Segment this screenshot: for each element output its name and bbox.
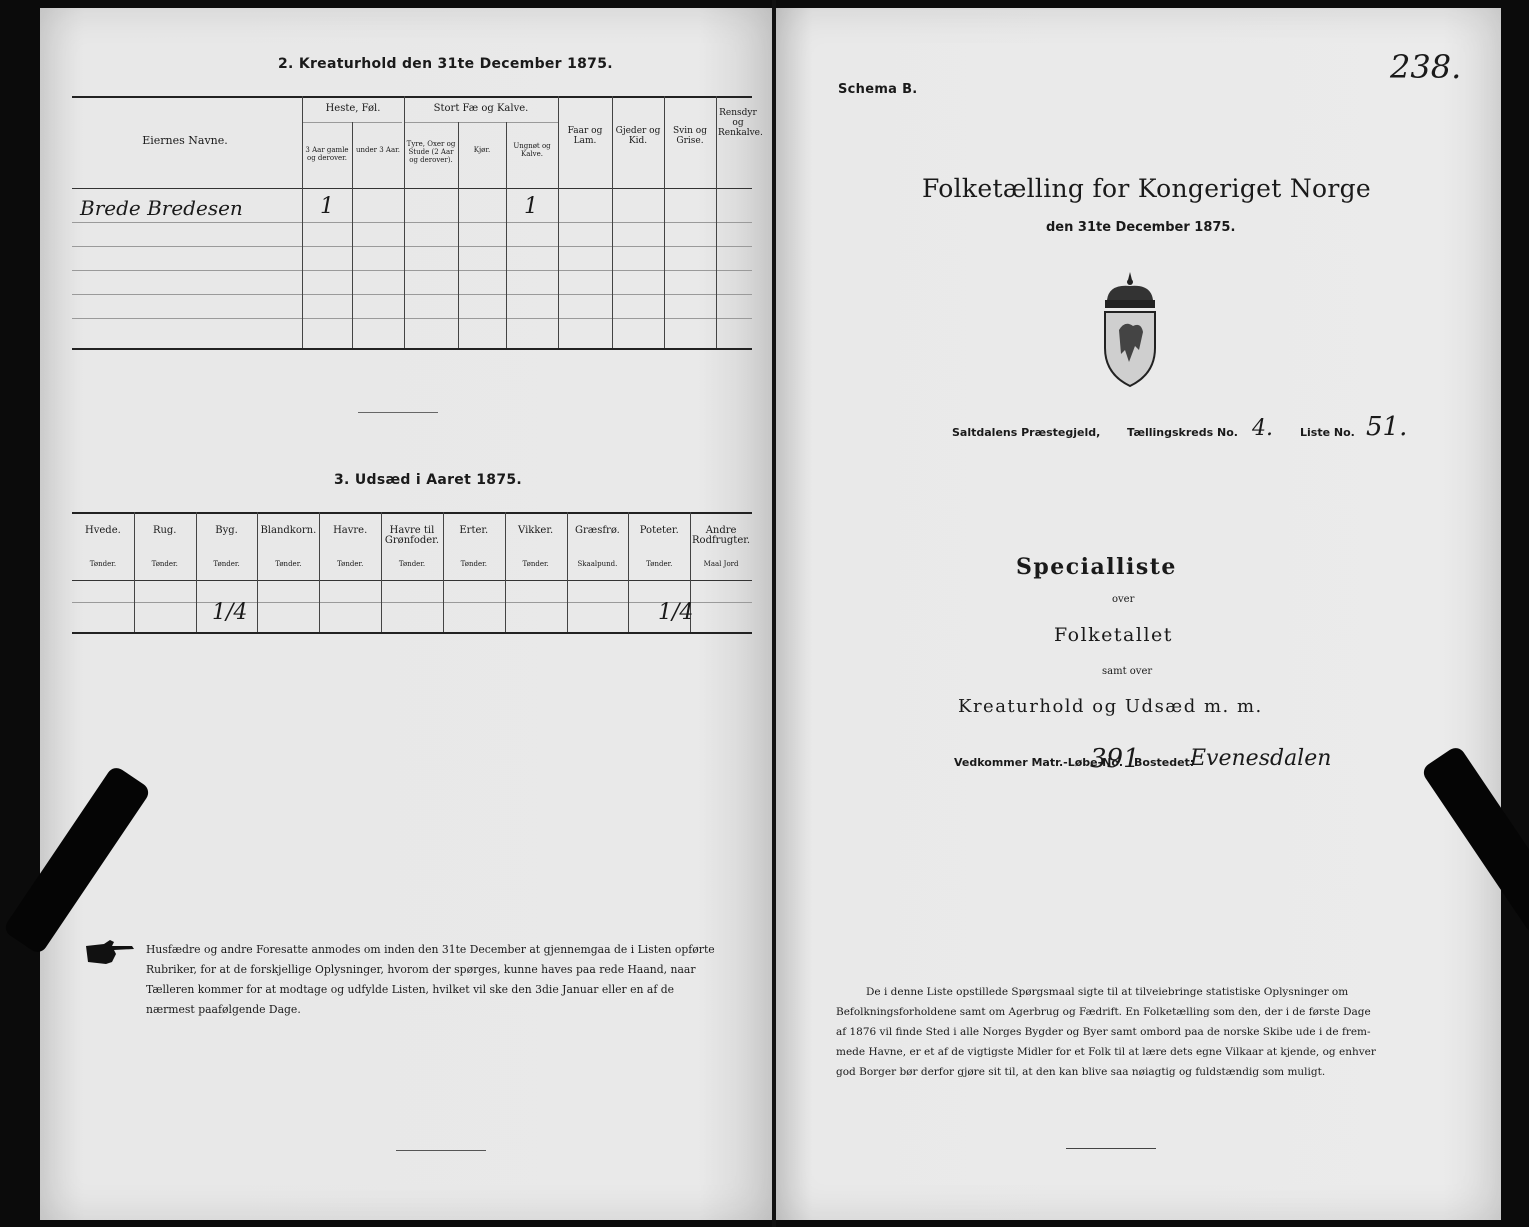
horses-old-header: 3 Aar gamle og derover.	[305, 146, 349, 162]
sowing-column-header: Vikker.	[518, 525, 554, 536]
byg-value: 1/4	[212, 600, 248, 625]
notice-line: Tælleren kommer for at modtage og udfylde Listen, hvilket vil ske den 3die Januar eller en af de	[146, 983, 675, 996]
divider	[358, 412, 438, 413]
table-col	[612, 96, 613, 348]
table-col	[302, 96, 303, 348]
table-rule	[72, 318, 752, 319]
sowing-column-header: Erter.	[459, 525, 489, 536]
main-title: Folketælling for Kongeriget Norge	[922, 174, 1372, 203]
reindeer-header: Rensdyr og Renkalve.	[718, 108, 763, 138]
folketallet-text: Folketallet	[1054, 624, 1173, 646]
sowing-column-header: Andre Rodfrugter.	[692, 525, 751, 546]
table-rule	[72, 580, 752, 581]
sowing-column-header: Rug.	[152, 525, 177, 536]
footer-line: af 1876 vil finde Sted i alle Norges Bygder og Byer samt ombord paa de norske Skibe ude i de frem-	[836, 1026, 1371, 1038]
notice-line: Rubriker, for at de forskjellige Oplysninger, hvorom der spørges, kunne haves paa rede Haand, naar	[146, 963, 696, 976]
schema-label: Schema B.	[838, 82, 918, 97]
notice-line: nærmest paafølgende Dage.	[146, 1003, 301, 1016]
sowing-column-unit: Tønder.	[89, 560, 117, 568]
list-number: 51.	[1366, 412, 1408, 442]
table-col	[506, 122, 507, 348]
district-number: 4.	[1252, 416, 1273, 441]
bosted-value: Evenesdalen	[1190, 746, 1332, 771]
livestock-title: 2. Kreaturhold den 31te December 1875.	[278, 56, 613, 72]
special-heading: Specialliste	[1016, 554, 1177, 580]
horses-young-header: under 3 Aar.	[356, 146, 400, 154]
sowing-column-unit: Tønder.	[646, 560, 673, 568]
sowing-column-unit: Tønder.	[213, 560, 240, 568]
sowing-column-unit: Tønder.	[275, 560, 302, 568]
sowing-column-unit: Tønder.	[337, 560, 364, 568]
kreaturhold-text: Kreaturhold og Udsæd m. m.	[958, 696, 1263, 717]
table-rule	[72, 96, 752, 98]
bosted-label: Bostedet:	[1134, 756, 1195, 769]
owner-header: Eiernes Navne.	[142, 134, 228, 147]
district-label: Tællingskreds No.	[1127, 426, 1238, 439]
sowing-column-header: Havre til Grønfoder.	[384, 525, 440, 546]
sowing-column-unit: Tønder.	[398, 560, 426, 568]
over-text: over	[1112, 594, 1135, 605]
sowing-column-header: Græsfrø.	[575, 525, 620, 536]
sheep-header: Faar og Lam.	[567, 126, 603, 146]
table-col	[716, 96, 717, 348]
table-col	[352, 122, 353, 348]
cows-value: 1	[524, 194, 538, 219]
coat-of-arms-icon	[1099, 270, 1161, 390]
divider	[1066, 1148, 1156, 1149]
horses-header: Heste, Føl.	[325, 103, 381, 114]
goats-header: Gjeder og Kid.	[615, 126, 661, 146]
footer-line: mede Havne, er et af de vigtigste Midler for et Folk til at lære dets egne Vilkaar at kjende, og enhver	[836, 1046, 1376, 1058]
table-rule	[72, 294, 752, 295]
left-page	[40, 8, 772, 1220]
owner-name: Brede Bredesen	[80, 196, 243, 220]
sowing-column-header: Byg.	[215, 525, 238, 536]
bulls-header: Tyre, Oxer og Stude (2 Aar og derover).	[406, 140, 456, 164]
table-rule	[72, 632, 752, 634]
pointing-hand-icon	[84, 938, 136, 968]
matr-label: Vedkommer Matr.-Løbe-No.	[954, 756, 1124, 769]
parish-label: Saltdalens Præstegjeld,	[952, 426, 1101, 439]
table-rule	[72, 602, 752, 603]
notice-text	[146, 940, 736, 1020]
census-date: den 31te December 1875.	[1046, 220, 1236, 235]
sowing-column-unit: Tønder.	[522, 560, 549, 568]
footer-line: De i denne Liste opstillede Spørgsmaal sigte til at tilveiebringe statistiske Oplysninger om	[866, 986, 1349, 998]
notice-line: Husfædre og andre Foresatte anmodes om inden den 31te December at gjennemgaa de i Listen opførte	[146, 943, 715, 956]
table-col	[404, 96, 405, 348]
sowing-column-header: Poteter.	[639, 525, 679, 536]
footer-text	[836, 982, 1396, 1082]
sowing-column-unit: Skaalpund.	[577, 560, 618, 568]
sowing-column-unit: Tønder.	[460, 560, 487, 568]
table-rule	[72, 270, 752, 271]
pigs-header: Svin og Grise.	[673, 126, 707, 146]
table-col	[458, 122, 459, 348]
cattle-header: Stort Fæ og Kalve.	[433, 103, 529, 114]
sowing-column-unit: Maal Jord	[703, 560, 739, 568]
table-rule	[72, 246, 752, 247]
divider	[396, 1150, 486, 1151]
footer-line: Befolkningsforholdene samt om Agerbrug og Fædrift. En Folketælling som den, der i de første Dage	[836, 1006, 1371, 1018]
table-rule	[72, 348, 752, 350]
footer-line: god Borger bør derfor gjøre sit til, at den kan blive saa nøiagtig og fuldstændig som muligt.	[836, 1066, 1326, 1078]
table-rule	[72, 512, 752, 514]
poteter-value: 1/4	[658, 600, 694, 625]
table-rule	[404, 122, 558, 123]
table-col	[558, 96, 559, 348]
book-gutter	[772, 0, 776, 1227]
table-rule	[72, 222, 752, 223]
sowing-title: 3. Udsæd i Aaret 1875.	[334, 472, 523, 488]
sowing-column-header: Blandkorn.	[260, 525, 317, 536]
cows-header: Kjør.	[473, 146, 491, 154]
sowing-column-unit: Tønder.	[151, 560, 178, 568]
table-rule	[72, 188, 752, 189]
young-cattle-header: Ungnøt og Kalve.	[513, 142, 551, 158]
matr-number: 391	[1090, 744, 1140, 774]
sowing-column-header: Hvede.	[85, 525, 121, 536]
page-number: 238.	[1390, 48, 1462, 86]
samt-over-text: samt over	[1102, 666, 1153, 677]
horses-old-value: 1	[320, 194, 334, 219]
right-page	[776, 8, 1501, 1220]
sowing-column-header: Havre.	[333, 525, 368, 536]
table-col	[664, 96, 665, 348]
list-label: Liste No.	[1300, 426, 1355, 439]
